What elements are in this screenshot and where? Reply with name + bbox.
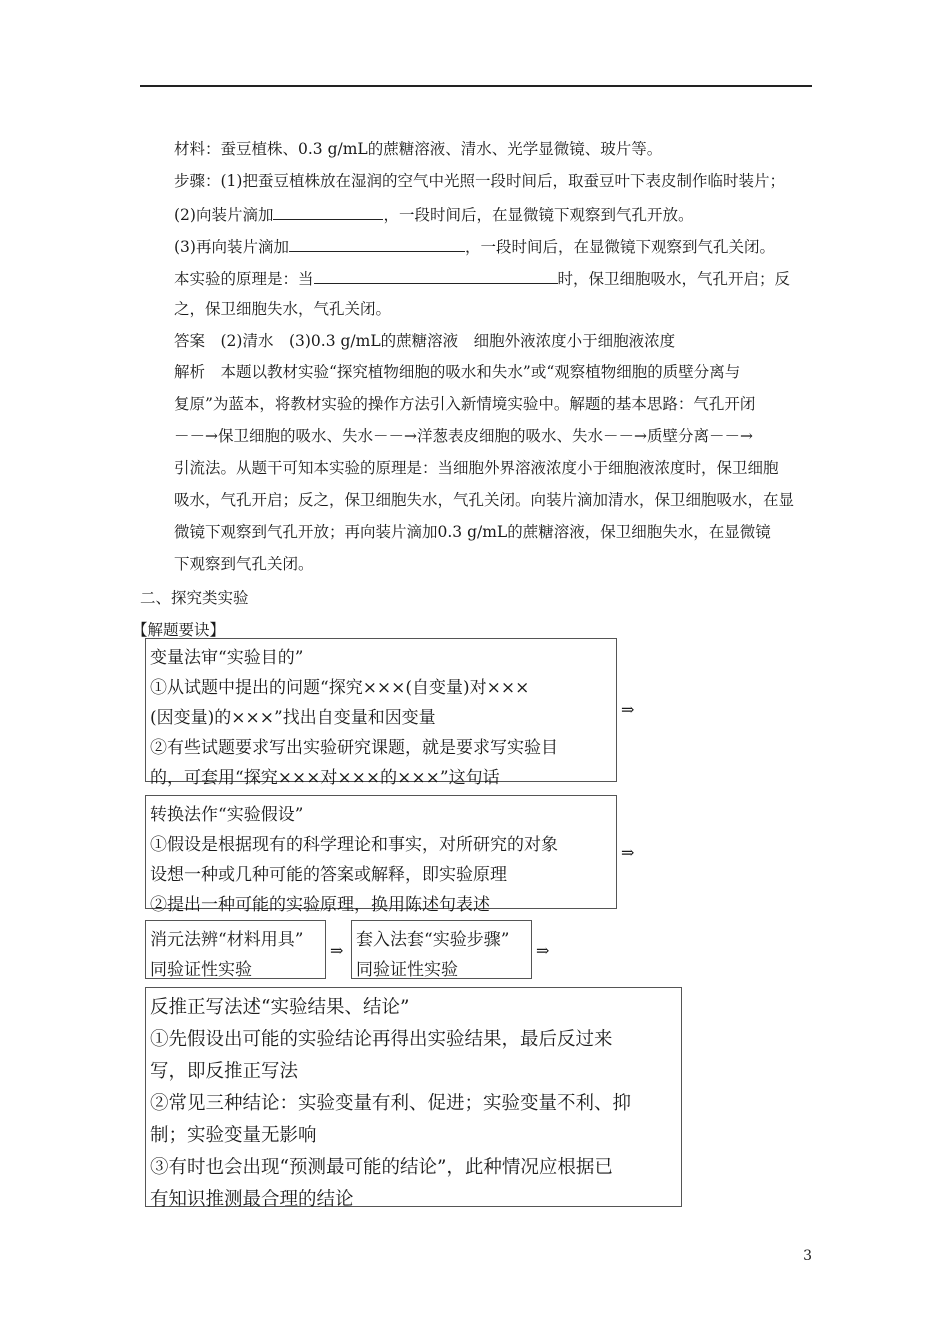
step3-text-a: (3)再向装片滴加: [174, 238, 289, 256]
box-line: 有知识推测最合理的结论: [150, 1189, 354, 1210]
box-variable-method: [145, 638, 617, 788]
header-rule: [140, 85, 812, 87]
step2-blank[interactable]: [273, 203, 383, 220]
step3-line: [174, 235, 775, 257]
box-line: 转换法作“实验假设”: [150, 805, 304, 825]
box-line: 套入法套“实验步骤”: [356, 930, 510, 950]
box-line: 制；实验变量无影响: [150, 1125, 317, 1146]
step2-text-a: (2)向装片滴加: [174, 206, 274, 224]
box-line: ②提出一种可能的实验原理，换用陈述句表述: [150, 895, 490, 915]
principle-text-a: 本实验的原理是：当: [174, 270, 314, 288]
box-reverse-method: [145, 987, 682, 1210]
arrow-icon: ⇒: [621, 700, 635, 719]
analysis-line: 复原”为蓝本，将教材实验的操作方法引入新情境实验中。解题的基本思路：气孔开闭: [174, 395, 756, 413]
arrow-icon: ⇒: [536, 941, 550, 960]
box-line: 的，可套用“探究×××对×××的×××”这句话: [150, 768, 500, 788]
step1-line: 步骤：(1)把蚕豆植株放在湿润的空气中光照一段时间后，取蚕豆叶下表皮制作临时装片；: [174, 172, 785, 190]
box-conversion-method: [145, 795, 617, 915]
step3-text-b: ，一段时间后，在显微镜下观察到气孔关闭。: [464, 238, 775, 256]
box-line: 写，即反推正写法: [150, 1061, 299, 1082]
principle-line-2: 之，保卫细胞失水，气孔关闭。: [174, 300, 392, 318]
step2-line: [174, 203, 693, 225]
box-line: ②有些试题要求写出实验研究课题，就是要求写实验目: [150, 738, 558, 758]
analysis-line: 下观察到气孔关闭。: [174, 555, 314, 573]
box-line: (因变量)的×××”找出自变量和因变量: [150, 708, 436, 728]
analysis-line: 微镜下观察到气孔开放；再向装片滴加0.3 g/mL的蔗糖溶液，保卫细胞失水，在显微镜: [174, 523, 771, 541]
step3-blank[interactable]: [289, 235, 465, 252]
box-insertion-method: [351, 920, 532, 979]
step2-text-b: ，一段时间后，在显微镜下观察到气孔开放。: [383, 206, 694, 224]
box-line: ①从试题中提出的问题“探究×××(自变量)对×××: [150, 678, 530, 698]
principle-line: [174, 267, 790, 289]
box-line: 设想一种或几种可能的答案或解释，即实验原理: [150, 865, 507, 885]
principle-blank[interactable]: [314, 267, 558, 284]
box-line: 消元法辨“材料用具”: [150, 930, 304, 950]
box-line: ①假设是根据现有的科学理论和事实，对所研究的对象: [150, 835, 558, 855]
box-elimination-method: [145, 920, 326, 979]
page-number: 3: [803, 1248, 812, 1264]
analysis-line: 解析 本题以教材实验“探究植物细胞的吸水和失水”或“观察植物细胞的质壁分离与: [174, 363, 741, 381]
answer-line: 答案 (2)清水 (3)0.3 g/mL的蔗糖溶液 细胞外液浓度小于细胞液浓度: [174, 332, 676, 350]
analysis-line: －－→保卫细胞的吸水、失水－－→洋葱表皮细胞的吸水、失水－－→质壁分离－－→: [174, 427, 753, 445]
box-line: ③有时也会出现“预测最可能的结论”，此种情况应根据已: [150, 1157, 613, 1178]
principle-text-b: 时，保卫细胞吸水，气孔开启；反: [557, 270, 791, 288]
section-title: 二、探究类实验: [140, 589, 249, 607]
analysis-line: 引流法。从题干可知本实验的原理是：当细胞外界溶液浓度小于细胞液浓度时，保卫细胞: [174, 459, 779, 477]
box-line: ②常见三种结论：实验变量有利、促进；实验变量不利、抑: [150, 1093, 632, 1114]
tips-title: 【解题要诀】: [132, 621, 226, 639]
analysis-line: 吸水，气孔开启；反之，保卫细胞失水，气孔关闭。向装片滴加清水，保卫细胞吸水，在显: [174, 491, 795, 509]
box-line: 同验证性实验: [356, 960, 458, 980]
box-line: ①先假设出可能的实验结论再得出实验结果，最后反过来: [150, 1029, 613, 1050]
arrow-icon: ⇒: [330, 941, 344, 960]
materials-line: 材料：蚕豆植株、0.3 g/mL的蔗糖溶液、清水、光学显微镜、玻片等。: [174, 140, 663, 158]
box-line: 同验证性实验: [150, 960, 252, 980]
box-line: 变量法审“实验目的”: [150, 648, 304, 668]
arrow-icon: ⇒: [621, 843, 635, 862]
box-line: 反推正写法述“实验结果、结论”: [150, 997, 410, 1018]
